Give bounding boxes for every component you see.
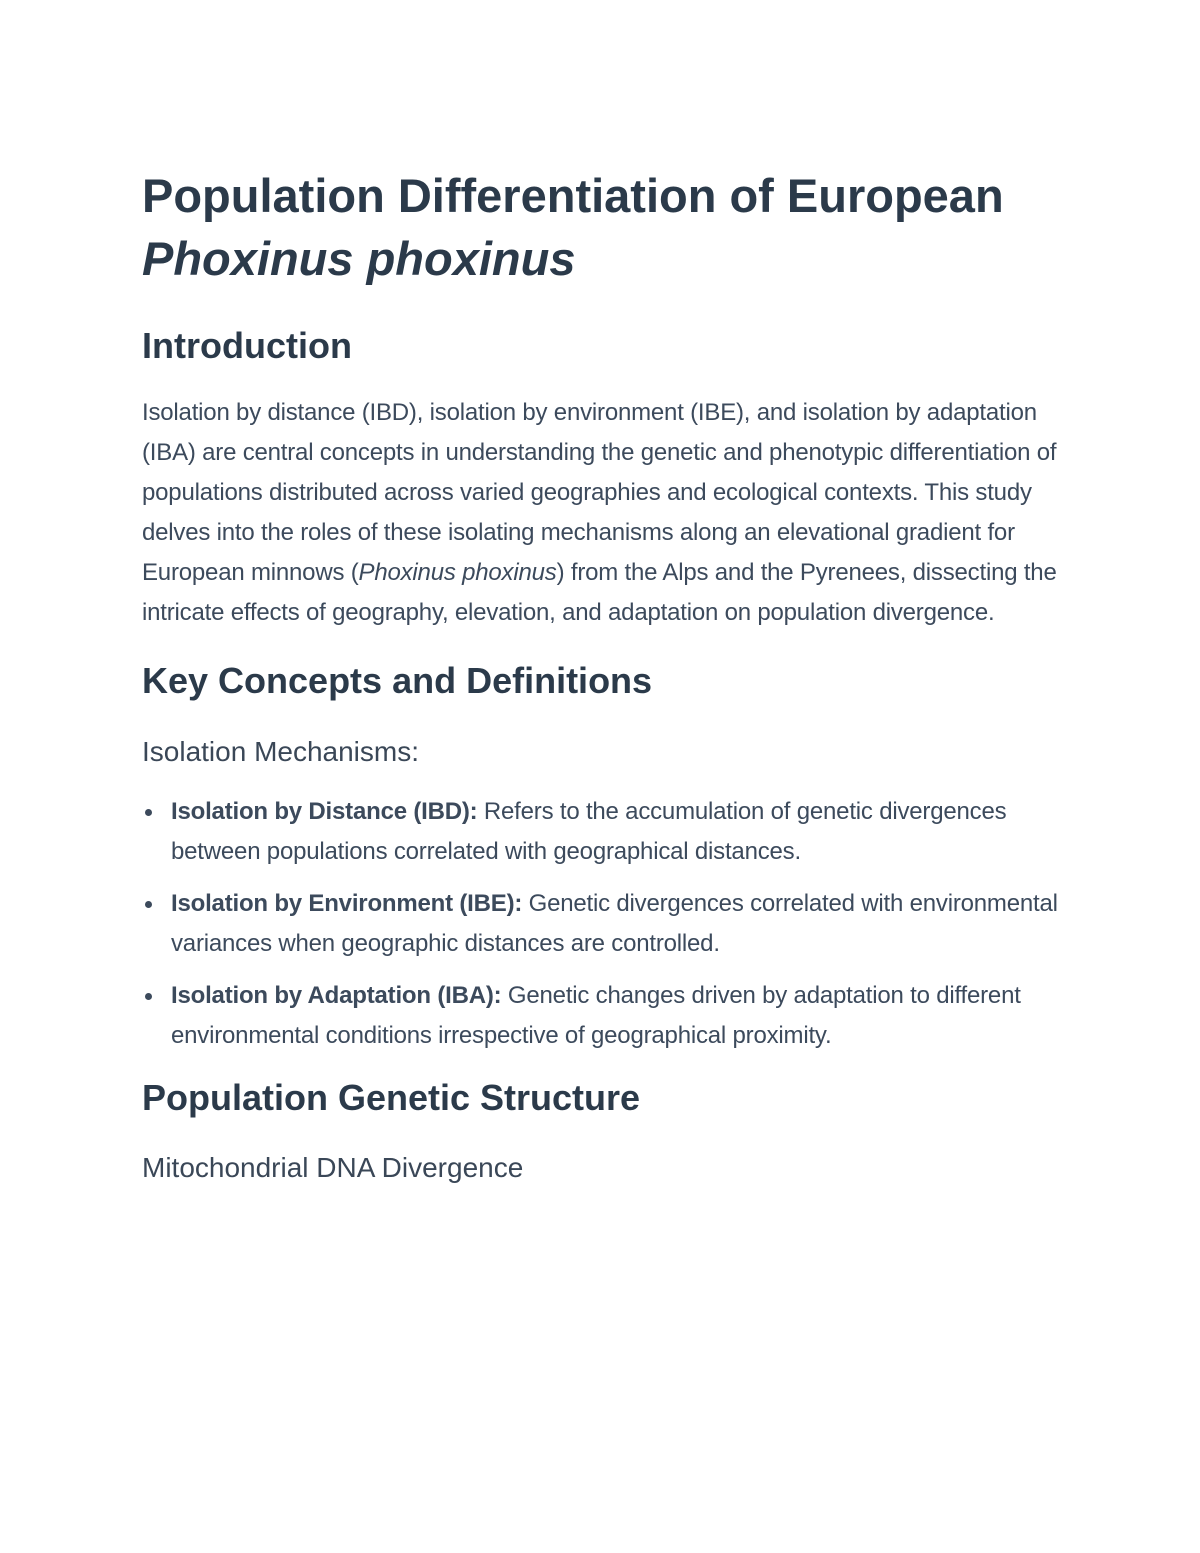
list-item (142, 792, 1060, 872)
isolation-mechanisms-subheading: Isolation Mechanisms: (142, 736, 420, 767)
title-line-1: Population Differentiation of European (142, 169, 1004, 222)
list-item-term: Isolation by Adaptation (IBA): (171, 982, 502, 1009)
introduction-heading: Introduction (142, 325, 352, 366)
isolation-mechanisms-list (142, 792, 1060, 1056)
list-item-definition: Genetic changes driven by adaptation to different environmental conditions irrespective of geographical proximity. (171, 982, 1021, 1049)
list-item-definition: Genetic divergences correlated with environmental variances when geographic distances are controlled. (171, 890, 1058, 957)
intro-text-part-2: ) from the Alps and the Pyrenees, dissecting the intricate effects of geography, elevation, and adaptation on population divergence. (142, 559, 1057, 626)
mitochondrial-dna-subheading: Mitochondrial DNA Divergence (142, 1152, 524, 1183)
bullet-icon (145, 809, 152, 816)
list-item-definition: Refers to the accumulation of genetic divergences between populations correlated with geographical distances. (171, 798, 1007, 865)
intro-species-italic: Phoxinus phoxinus (358, 559, 557, 586)
introduction-paragraph (142, 393, 1060, 633)
bullet-icon (145, 993, 152, 1000)
title-line-2-species: Phoxinus phoxinus (142, 232, 576, 285)
population-genetic-structure-heading: Population Genetic Structure (142, 1077, 641, 1118)
list-item (142, 976, 1060, 1056)
list-item-term: Isolation by Distance (IBD): (171, 798, 478, 825)
list-item (142, 884, 1060, 964)
key-concepts-heading: Key Concepts and Definitions (142, 660, 653, 701)
bullet-icon (145, 901, 152, 908)
document-title (142, 164, 1060, 290)
list-item-term: Isolation by Environment (IBE): (171, 890, 523, 917)
intro-text-part-1: Isolation by distance (IBD), isolation by environment (IBE), and isolation by adaptation (IBA) are central concepts in understanding the genetic and phenotypic differentiation of populations distributed across varied geographies and ecological contexts. This study delves into the roles of these isolating mechanisms along an elevational gradient for European minnows ( (142, 399, 1057, 586)
